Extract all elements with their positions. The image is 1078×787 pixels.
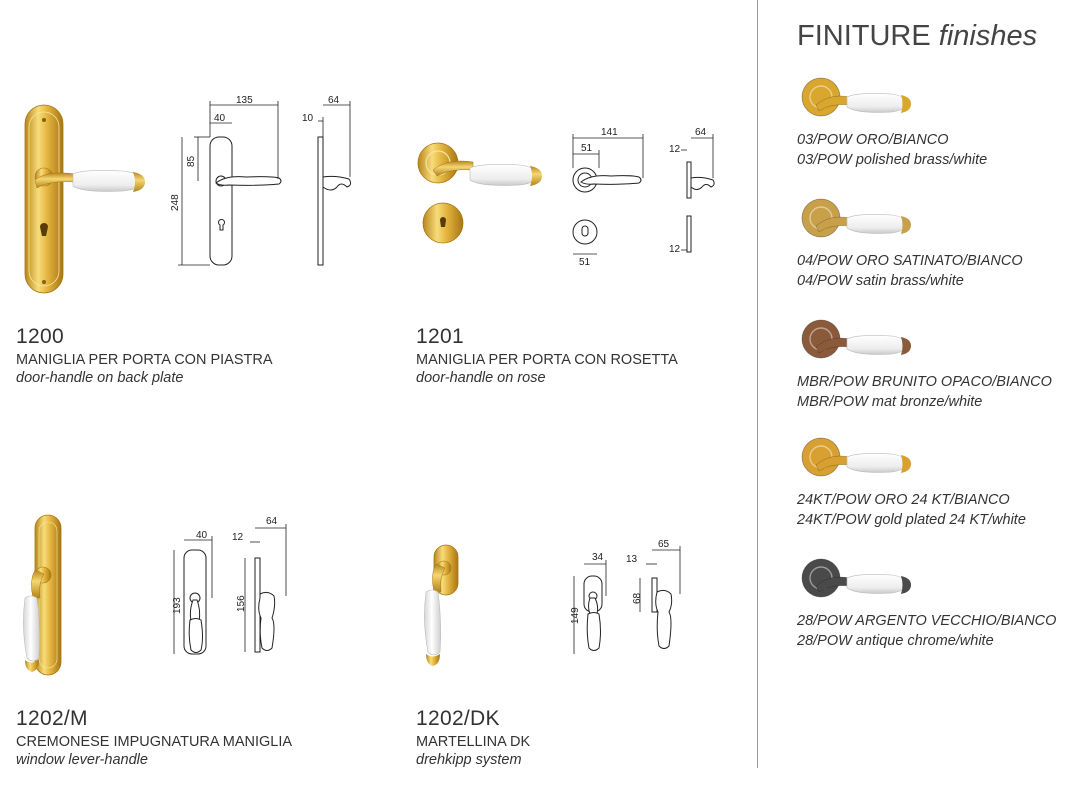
finish-label-en: 24KT/POW gold plated 24 KT/white [797, 512, 1026, 528]
finish-item [797, 317, 1067, 412]
product-name-en: door-handle on rose [416, 370, 546, 386]
product-name-en: window lever-handle [16, 752, 148, 768]
product-code: 1200 [16, 325, 64, 348]
product-name-en: door-handle on back plate [16, 370, 184, 386]
svg-text:13: 13 [626, 554, 638, 565]
finish-label-it: 04/POW ORO SATINATO/BIANCO [797, 253, 1023, 269]
finish-label-en: MBR/POW mat bronze/white [797, 394, 983, 410]
svg-text:65: 65 [658, 539, 670, 550]
product-name-en: drehkipp system [416, 752, 522, 768]
svg-text:64: 64 [328, 95, 340, 106]
svg-text:12: 12 [669, 244, 681, 255]
product-1202dk-drawing [560, 538, 700, 663]
finish-label-it: 24KT/POW ORO 24 KT/BIANCO [797, 492, 1010, 508]
product-code: 1201 [416, 325, 464, 348]
finishes-title [797, 20, 1037, 53]
finish-swatch-image [797, 75, 927, 125]
finish-swatch-image [797, 317, 927, 367]
product-name-it: MARTELLINA DK [416, 734, 531, 750]
finishes-title-main: FINITURE [797, 20, 931, 52]
finish-label-en: 03/POW polished brass/white [797, 152, 988, 168]
product-1201-drawing [555, 120, 730, 270]
svg-text:51: 51 [581, 143, 593, 154]
svg-text:10: 10 [302, 113, 314, 124]
svg-text:156: 156 [236, 595, 247, 612]
finish-item [797, 75, 1067, 170]
svg-text:141: 141 [601, 127, 618, 138]
finish-item [797, 556, 1067, 651]
product-1202m-drawing [160, 510, 300, 670]
svg-text:193: 193 [172, 597, 183, 614]
svg-text:149: 149 [570, 607, 581, 624]
svg-text:64: 64 [266, 516, 278, 527]
svg-text:85: 85 [186, 155, 197, 167]
finish-item [797, 196, 1067, 291]
product-1200-caption [16, 325, 273, 386]
svg-text:135: 135 [236, 95, 253, 106]
product-name-it: CREMONESE IMPUGNATURA MANIGLIA [16, 734, 293, 750]
svg-text:40: 40 [214, 113, 226, 124]
product-1202dk-photo [418, 540, 478, 680]
svg-text:248: 248 [170, 194, 181, 211]
product-1200-photo [15, 100, 155, 300]
finish-swatch-image [797, 556, 927, 606]
product-name-it: MANIGLIA PER PORTA CON ROSETTA [416, 352, 678, 368]
product-code: 1202/M [16, 707, 88, 730]
svg-text:12: 12 [669, 144, 681, 155]
finish-label-en: 28/POW antique chrome/white [797, 633, 994, 649]
product-1202m-photo [15, 510, 85, 690]
finishes-title-sub: finishes [938, 20, 1038, 52]
product-1202m-caption [16, 707, 292, 768]
product-code: 1202/DK [416, 707, 500, 730]
finish-swatch-image [797, 435, 927, 485]
product-name-it: MANIGLIA PER PORTA CON PIASTRA [16, 352, 273, 368]
finish-swatch-image [797, 196, 927, 246]
finish-item [797, 435, 1067, 530]
svg-text:68: 68 [632, 592, 643, 604]
finish-label-it: MBR/POW BRUNITO OPACO/BIANCO [797, 374, 1052, 390]
finish-label-it: 03/POW ORO/BIANCO [797, 132, 949, 148]
product-1202dk-caption [416, 707, 530, 768]
svg-text:34: 34 [592, 552, 604, 563]
svg-text:64: 64 [695, 127, 707, 138]
product-1201-photo [415, 140, 555, 250]
svg-text:40: 40 [196, 530, 208, 541]
product-1200-drawing [160, 95, 360, 275]
finish-label-en: 04/POW satin brass/white [797, 273, 964, 289]
finish-label-it: 28/POW ARGENTO VECCHIO/BIANCO [797, 613, 1057, 629]
svg-text:12: 12 [232, 532, 244, 543]
column-divider [757, 0, 758, 768]
svg-text:51: 51 [579, 257, 591, 268]
product-1201-caption [416, 325, 678, 386]
